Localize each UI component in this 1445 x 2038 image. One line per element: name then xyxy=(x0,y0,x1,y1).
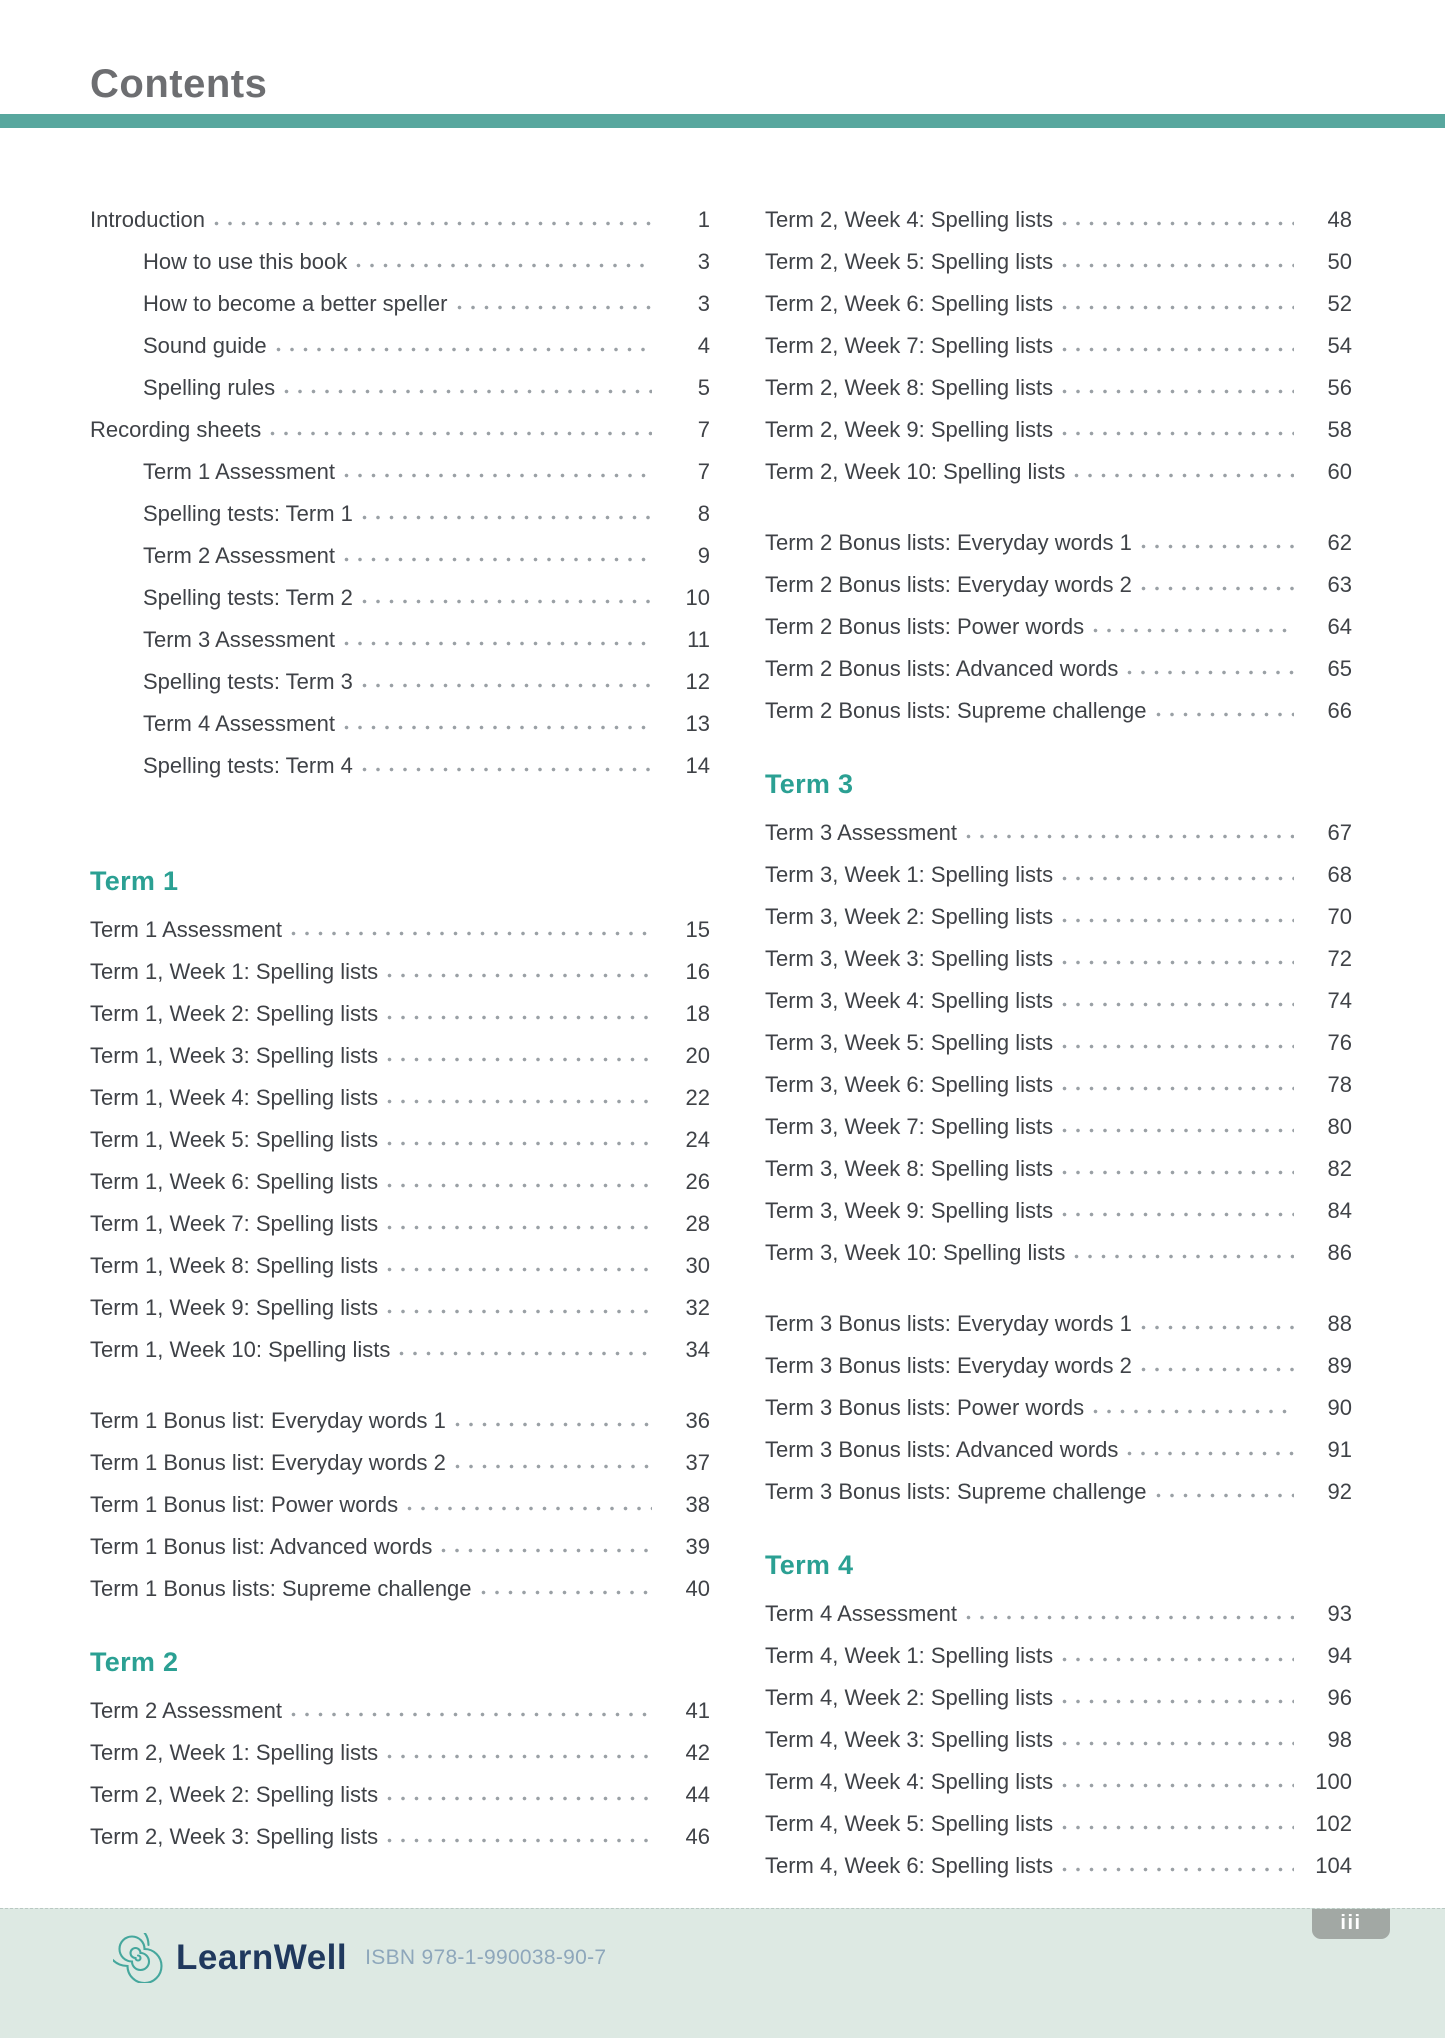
toc-entry xyxy=(765,1022,1352,1064)
leader-dots-icon xyxy=(1127,670,1294,676)
toc-entry-page: 64 xyxy=(1327,614,1352,639)
isbn-text: ISBN 978-1-990038-90-7 xyxy=(365,1946,607,1969)
toc-entry xyxy=(90,993,710,1035)
toc-entry-label: Term 1, Week 3: Spelling lists xyxy=(90,1043,379,1068)
toc-entry-label: Term 1 Bonus lists: Supreme challenge xyxy=(90,1576,472,1601)
toc-entry-label: Term 3, Week 2: Spelling lists xyxy=(765,904,1054,929)
toc-entry-page: 16 xyxy=(685,959,710,984)
leader-dots-icon xyxy=(1062,431,1294,437)
toc-entry-page: 104 xyxy=(1315,1853,1352,1878)
section-heading: Term 1 xyxy=(90,866,179,896)
toc-entry-page: 54 xyxy=(1327,333,1352,358)
section-heading: Term 4 xyxy=(765,1550,854,1580)
toc-entry-label: Term 3, Week 7: Spelling lists xyxy=(765,1114,1054,1139)
leader-dots-icon xyxy=(344,473,652,479)
toc-entry xyxy=(90,1690,710,1732)
toc-entry-page: 93 xyxy=(1327,1601,1352,1626)
toc-entry xyxy=(90,493,710,535)
toc-entry-page: 32 xyxy=(685,1295,710,1320)
toc-entry-page: 62 xyxy=(1327,530,1352,555)
toc-entry-page: 34 xyxy=(685,1337,710,1362)
toc-entry-page: 41 xyxy=(685,1698,710,1723)
toc-entry-page: 22 xyxy=(685,1085,710,1110)
toc-entry xyxy=(765,1232,1352,1274)
toc-entry xyxy=(765,241,1352,283)
toc-entry-page: 14 xyxy=(685,753,710,778)
toc-entry-label: Term 3 Bonus lists: Supreme challenge xyxy=(765,1479,1147,1504)
accent-bar xyxy=(0,114,1445,128)
toc-entry xyxy=(90,1077,710,1119)
leader-dots-icon xyxy=(966,1615,1294,1621)
brand-name: LearnWell xyxy=(176,1938,348,1977)
toc-entry-page: 98 xyxy=(1327,1727,1352,1752)
toc-entry xyxy=(765,1761,1352,1803)
toc-entry-label: Term 2 Bonus lists: Advanced words xyxy=(765,656,1119,681)
leader-dots-icon xyxy=(1074,1254,1294,1260)
leader-dots-icon xyxy=(1062,347,1294,353)
toc-entry xyxy=(90,409,710,451)
toc-entry-label: Term 2, Week 3: Spelling lists xyxy=(90,1824,379,1849)
toc-entry-page: 78 xyxy=(1327,1072,1352,1097)
toc-entry-label: Term 1, Week 5: Spelling lists xyxy=(90,1127,379,1152)
leader-dots-icon xyxy=(455,1422,652,1428)
section-heading: Term 3 xyxy=(765,769,854,799)
leader-dots-icon xyxy=(387,1309,652,1315)
toc-entry-page: 92 xyxy=(1327,1479,1352,1504)
toc-entry-label: Term 2 Bonus lists: Supreme challenge xyxy=(765,698,1147,723)
toc-entry-label: Term 2 Bonus lists: Everyday words 2 xyxy=(765,572,1132,597)
leader-dots-icon xyxy=(344,641,652,647)
toc-entry-page: 50 xyxy=(1327,249,1352,274)
toc-entry-label: Term 1 Bonus list: Everyday words 1 xyxy=(90,1408,446,1433)
toc-entry-label: Term 3, Week 5: Spelling lists xyxy=(765,1030,1054,1055)
toc-entry xyxy=(765,854,1352,896)
toc-entry xyxy=(765,1803,1352,1845)
leader-dots-icon xyxy=(1141,1325,1294,1331)
toc-entry-page: 8 xyxy=(697,501,710,526)
toc-entry-page: 52 xyxy=(1327,291,1352,316)
leader-dots-icon xyxy=(1062,1212,1294,1218)
toc-entry-page: 94 xyxy=(1327,1643,1352,1668)
toc-entry-label: How to become a better speller xyxy=(143,291,448,316)
toc-entry-page: 39 xyxy=(685,1534,710,1559)
toc-entry-label: Term 1 Bonus list: Everyday words 2 xyxy=(90,1450,446,1475)
toc-entry xyxy=(765,896,1352,938)
toc-entry-page: 58 xyxy=(1327,417,1352,442)
toc-entry-label: Spelling tests: Term 3 xyxy=(143,669,353,694)
leader-dots-icon xyxy=(387,1015,652,1021)
toc-entry-page: 11 xyxy=(687,627,710,652)
toc-entry xyxy=(765,606,1352,648)
toc-entry xyxy=(90,451,710,493)
toc-entry-label: Introduction xyxy=(90,207,205,232)
toc-entry xyxy=(765,1064,1352,1106)
toc-entry xyxy=(90,325,710,367)
toc-entry-label: Term 3, Week 6: Spelling lists xyxy=(765,1072,1054,1097)
toc-entry-page: 12 xyxy=(685,669,710,694)
toc-entry-page: 42 xyxy=(685,1740,710,1765)
toc-entry-label: Term 1, Week 9: Spelling lists xyxy=(90,1295,379,1320)
toc-entry-label: Term 2, Week 6: Spelling lists xyxy=(765,291,1054,316)
footer xyxy=(0,1908,1445,2038)
toc-entry xyxy=(765,522,1352,564)
section-heading: Term 2 xyxy=(90,1647,179,1677)
leader-dots-icon xyxy=(214,221,652,227)
toc-entry-page: 28 xyxy=(685,1211,710,1236)
toc-entry xyxy=(765,199,1352,241)
leader-dots-icon xyxy=(344,725,652,731)
toc-entry xyxy=(765,1593,1352,1635)
leader-dots-icon xyxy=(1062,263,1294,269)
page-title: Contents xyxy=(90,62,268,106)
toc-entry-page: 63 xyxy=(1327,572,1352,597)
toc-entry-label: Term 1, Week 7: Spelling lists xyxy=(90,1211,379,1236)
toc-entry xyxy=(765,451,1352,493)
toc-entry-label: Term 1 Assessment xyxy=(90,917,282,942)
toc-entry-label: Term 2, Week 7: Spelling lists xyxy=(765,333,1054,358)
toc-entry xyxy=(90,703,710,745)
toc-column-left xyxy=(90,199,710,1887)
toc-entry-label: Term 2, Week 4: Spelling lists xyxy=(765,207,1054,232)
toc-entry-label: Term 4 Assessment xyxy=(143,711,335,736)
toc-entry-page: 46 xyxy=(685,1824,710,1849)
toc-entry-label: How to use this book xyxy=(143,249,348,274)
toc-entry xyxy=(90,1732,710,1774)
leader-dots-icon xyxy=(399,1351,652,1357)
toc-entry-label: Term 1, Week 2: Spelling lists xyxy=(90,1001,379,1026)
leader-dots-icon xyxy=(387,1141,652,1147)
toc-entry-label: Term 3 Bonus lists: Advanced words xyxy=(765,1437,1119,1462)
toc-entry xyxy=(90,1329,710,1371)
toc-entry-label: Term 1, Week 8: Spelling lists xyxy=(90,1253,379,1278)
toc-entry xyxy=(90,367,710,409)
toc-entry-page: 3 xyxy=(697,291,710,316)
toc-entry xyxy=(90,1400,710,1442)
brand-row xyxy=(0,1909,1445,1983)
toc-entry-label: Term 4, Week 4: Spelling lists xyxy=(765,1769,1054,1794)
leader-dots-icon xyxy=(1127,1451,1294,1457)
leader-dots-icon xyxy=(1062,1741,1294,1747)
toc-entry-page: 36 xyxy=(685,1408,710,1433)
toc-entry-label: Spelling rules xyxy=(143,375,276,400)
toc-entry-label: Term 2 Assessment xyxy=(90,1698,282,1723)
toc-entry-label: Term 3, Week 10: Spelling lists xyxy=(765,1240,1066,1265)
toc-entry xyxy=(90,1774,710,1816)
toc-entry-page: 100 xyxy=(1315,1769,1352,1794)
leader-dots-icon xyxy=(344,557,652,563)
toc-entry-page: 56 xyxy=(1327,375,1352,400)
toc-entry-page: 90 xyxy=(1327,1395,1352,1420)
toc-entry-page: 38 xyxy=(685,1492,710,1517)
toc-entry-label: Term 4, Week 5: Spelling lists xyxy=(765,1811,1054,1836)
leader-dots-icon xyxy=(1156,712,1294,718)
toc-entry xyxy=(90,1484,710,1526)
leader-dots-icon xyxy=(387,1225,652,1231)
toc-entry xyxy=(90,661,710,703)
toc-entry xyxy=(90,619,710,661)
toc-entry-label: Term 4, Week 2: Spelling lists xyxy=(765,1685,1054,1710)
leader-dots-icon xyxy=(1141,1367,1294,1373)
toc-entry xyxy=(90,1568,710,1610)
toc-entry-page: 89 xyxy=(1327,1353,1352,1378)
toc-entry-page: 30 xyxy=(685,1253,710,1278)
leader-dots-icon xyxy=(284,389,652,395)
toc-entry-page: 24 xyxy=(685,1127,710,1152)
toc-entry-label: Term 2, Week 8: Spelling lists xyxy=(765,375,1054,400)
toc-entry-page: 68 xyxy=(1327,862,1352,887)
toc-entry xyxy=(90,1526,710,1568)
toc-entry xyxy=(90,199,710,241)
toc-entry-label: Term 4, Week 3: Spelling lists xyxy=(765,1727,1054,1752)
toc-entry-label: Term 2, Week 9: Spelling lists xyxy=(765,417,1054,442)
leader-dots-icon xyxy=(1156,1493,1294,1499)
learnwell-spiral-logo-icon xyxy=(113,1933,163,1983)
toc-entry-label: Term 1 Bonus list: Advanced words xyxy=(90,1534,433,1559)
leader-dots-icon xyxy=(407,1506,652,1512)
toc-entry-page: 70 xyxy=(1327,904,1352,929)
leader-dots-icon xyxy=(356,263,652,269)
toc-column-right xyxy=(765,199,1352,1887)
toc-entry-label: Term 1, Week 10: Spelling lists xyxy=(90,1337,391,1362)
toc-entry-page: 96 xyxy=(1327,1685,1352,1710)
toc-entry-page: 88 xyxy=(1327,1311,1352,1336)
page-number-badge: iii xyxy=(1312,1909,1390,1939)
toc-entry xyxy=(765,690,1352,732)
toc-entry xyxy=(90,1203,710,1245)
toc-entry-page: 10 xyxy=(685,585,710,610)
toc-entry xyxy=(765,1106,1352,1148)
leader-dots-icon xyxy=(387,1099,652,1105)
toc-entry xyxy=(90,1119,710,1161)
leader-dots-icon xyxy=(1062,305,1294,311)
leader-dots-icon xyxy=(387,1754,652,1760)
toc-entry xyxy=(90,745,710,787)
toc-entry xyxy=(765,648,1352,690)
toc-entry-label: Spelling tests: Term 4 xyxy=(143,753,353,778)
toc-entry xyxy=(765,367,1352,409)
toc-entry-page: 26 xyxy=(685,1169,710,1194)
leader-dots-icon xyxy=(1062,1128,1294,1134)
leader-dots-icon xyxy=(362,599,652,605)
leader-dots-icon xyxy=(1062,1044,1294,1050)
toc-entry-label: Term 3 Assessment xyxy=(143,627,335,652)
toc-entry xyxy=(90,1442,710,1484)
toc-entry xyxy=(765,1635,1352,1677)
toc-entry-page: 13 xyxy=(685,711,710,736)
toc-entry xyxy=(90,951,710,993)
toc-entry-label: Term 1 Assessment xyxy=(143,459,335,484)
toc-entry-label: Term 1, Week 1: Spelling lists xyxy=(90,959,379,984)
toc-entry xyxy=(765,1429,1352,1471)
leader-dots-icon xyxy=(1062,1867,1294,1873)
leader-dots-icon xyxy=(1062,1657,1294,1663)
leader-dots-icon xyxy=(1074,473,1294,479)
toc-entry-label: Term 2 Bonus lists: Power words xyxy=(765,614,1085,639)
toc-columns xyxy=(0,128,1445,1887)
toc-entry xyxy=(90,535,710,577)
toc-entry-label: Term 2, Week 1: Spelling lists xyxy=(90,1740,379,1765)
toc-entry xyxy=(765,1719,1352,1761)
leader-dots-icon xyxy=(1062,1783,1294,1789)
toc-entry-page: 48 xyxy=(1327,207,1352,232)
leader-dots-icon xyxy=(455,1464,652,1470)
toc-entry-page: 65 xyxy=(1327,656,1352,681)
toc-entry xyxy=(90,1287,710,1329)
leader-dots-icon xyxy=(1062,389,1294,395)
toc-entry-page: 76 xyxy=(1327,1030,1352,1055)
toc-entry-page: 74 xyxy=(1327,988,1352,1013)
toc-entry-label: Spelling tests: Term 1 xyxy=(143,501,353,526)
leader-dots-icon xyxy=(441,1548,652,1554)
leader-dots-icon xyxy=(1062,1825,1294,1831)
leader-dots-icon xyxy=(1062,876,1294,882)
toc-entry-page: 7 xyxy=(697,459,710,484)
toc-entry-page: 15 xyxy=(685,917,710,942)
leader-dots-icon xyxy=(1141,586,1294,592)
toc-entry xyxy=(90,1161,710,1203)
leader-dots-icon xyxy=(1062,918,1294,924)
toc-entry-page: 20 xyxy=(685,1043,710,1068)
leader-dots-icon xyxy=(387,1057,652,1063)
toc-entry-page: 102 xyxy=(1315,1811,1352,1836)
toc-entry-label: Term 3, Week 3: Spelling lists xyxy=(765,946,1054,971)
toc-entry xyxy=(90,1035,710,1077)
leader-dots-icon xyxy=(1093,1409,1294,1415)
toc-entry-label: Term 3, Week 4: Spelling lists xyxy=(765,988,1054,1013)
toc-entry xyxy=(765,409,1352,451)
toc-entry-label: Term 1, Week 6: Spelling lists xyxy=(90,1169,379,1194)
toc-entry-page: 44 xyxy=(685,1782,710,1807)
toc-entry-label: Term 4, Week 6: Spelling lists xyxy=(765,1853,1054,1878)
toc-entry-page: 66 xyxy=(1327,698,1352,723)
toc-entry-label: Term 4 Assessment xyxy=(765,1601,957,1626)
leader-dots-icon xyxy=(1093,628,1294,634)
toc-entry-page: 37 xyxy=(685,1450,710,1475)
toc-entry-page: 3 xyxy=(697,249,710,274)
toc-entry-page: 9 xyxy=(697,543,710,568)
toc-entry-page: 91 xyxy=(1327,1437,1352,1462)
leader-dots-icon xyxy=(387,1183,652,1189)
toc-entry-page: 7 xyxy=(697,417,710,442)
leader-dots-icon xyxy=(387,973,652,979)
toc-entry-label: Term 3 Bonus lists: Everyday words 1 xyxy=(765,1311,1132,1336)
toc-entry-label: Term 3, Week 9: Spelling lists xyxy=(765,1198,1054,1223)
leader-dots-icon xyxy=(1062,221,1294,227)
toc-entry-page: 18 xyxy=(685,1001,710,1026)
leader-dots-icon xyxy=(1062,1086,1294,1092)
toc-entry-label: Term 2 Bonus lists: Everyday words 1 xyxy=(765,530,1132,555)
toc-entry xyxy=(90,1245,710,1287)
leader-dots-icon xyxy=(457,305,653,311)
toc-entry xyxy=(765,325,1352,367)
toc-entry-page: 84 xyxy=(1327,1198,1352,1223)
toc-entry xyxy=(765,1471,1352,1513)
toc-entry xyxy=(90,1816,710,1858)
toc-entry-label: Term 3 Bonus lists: Power words xyxy=(765,1395,1085,1420)
toc-entry xyxy=(90,241,710,283)
toc-entry-label: Term 4, Week 1: Spelling lists xyxy=(765,1643,1054,1668)
toc-entry xyxy=(765,1303,1352,1345)
toc-entry xyxy=(765,283,1352,325)
toc-entry xyxy=(765,1345,1352,1387)
leader-dots-icon xyxy=(1141,544,1294,550)
toc-entry xyxy=(765,812,1352,854)
leader-dots-icon xyxy=(966,834,1294,840)
leader-dots-icon xyxy=(1062,1699,1294,1705)
toc-entry-label: Term 3, Week 8: Spelling lists xyxy=(765,1156,1054,1181)
toc-entry-page: 67 xyxy=(1327,820,1352,845)
leader-dots-icon xyxy=(291,1712,652,1718)
leader-dots-icon xyxy=(276,347,652,353)
leader-dots-icon xyxy=(1062,1170,1294,1176)
toc-entry-page: 5 xyxy=(697,375,710,400)
toc-entry-page: 82 xyxy=(1327,1156,1352,1181)
toc-entry-label: Term 1 Bonus list: Power words xyxy=(90,1492,399,1517)
toc-entry xyxy=(765,564,1352,606)
toc-entry-label: Sound guide xyxy=(143,333,267,358)
toc-entry-label: Term 2, Week 10: Spelling lists xyxy=(765,459,1066,484)
leader-dots-icon xyxy=(291,931,652,937)
toc-entry xyxy=(765,1148,1352,1190)
leader-dots-icon xyxy=(362,515,652,521)
leader-dots-icon xyxy=(387,1267,652,1273)
leader-dots-icon xyxy=(362,683,652,689)
toc-entry-page: 80 xyxy=(1327,1114,1352,1139)
toc-entry-page: 4 xyxy=(697,333,710,358)
toc-entry xyxy=(765,1190,1352,1232)
toc-entry-label: Term 2, Week 5: Spelling lists xyxy=(765,249,1054,274)
leader-dots-icon xyxy=(387,1838,652,1844)
toc-entry xyxy=(765,1845,1352,1887)
toc-entry xyxy=(90,909,710,951)
toc-entry xyxy=(765,980,1352,1022)
leader-dots-icon xyxy=(1062,960,1294,966)
toc-entry xyxy=(765,1677,1352,1719)
toc-entry xyxy=(765,1387,1352,1429)
toc-entry-label: Spelling tests: Term 2 xyxy=(143,585,353,610)
leader-dots-icon xyxy=(481,1590,652,1596)
toc-entry-label: Term 3 Bonus lists: Everyday words 2 xyxy=(765,1353,1132,1378)
leader-dots-icon xyxy=(362,767,652,773)
toc-entry-page: 86 xyxy=(1327,1240,1352,1265)
toc-entry-label: Term 1, Week 4: Spelling lists xyxy=(90,1085,379,1110)
toc-entry-page: 1 xyxy=(697,207,710,232)
toc-entry xyxy=(90,577,710,619)
leader-dots-icon xyxy=(1062,1002,1294,1008)
toc-entry xyxy=(765,938,1352,980)
toc-entry-page: 72 xyxy=(1327,946,1352,971)
toc-entry-label: Term 3, Week 1: Spelling lists xyxy=(765,862,1054,887)
toc-entry-label: Term 3 Assessment xyxy=(765,820,957,845)
toc-entry-page: 40 xyxy=(685,1576,710,1601)
toc-entry-label: Recording sheets xyxy=(90,417,262,442)
toc-entry-label: Term 2, Week 2: Spelling lists xyxy=(90,1782,379,1807)
toc-entry xyxy=(90,283,710,325)
toc-entry-page: 60 xyxy=(1327,459,1352,484)
toc-entry-label: Term 2 Assessment xyxy=(143,543,335,568)
leader-dots-icon xyxy=(387,1796,652,1802)
leader-dots-icon xyxy=(270,431,652,437)
